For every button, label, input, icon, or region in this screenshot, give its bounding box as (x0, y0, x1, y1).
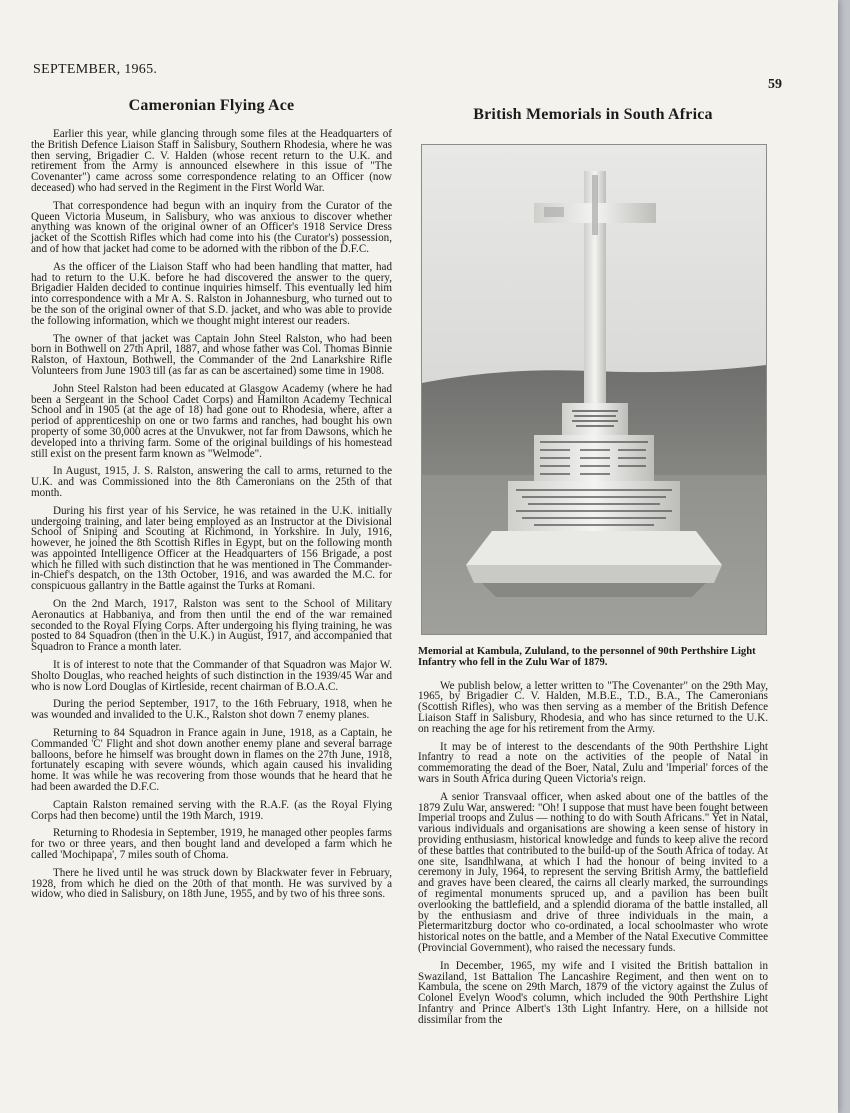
photo-caption: Memorial at Kambula, Zululand, to the personnel of 90th Perthshire Light Infantry who fell in the Zulu War of 1879. (418, 646, 756, 668)
paragraph: We publish below, a letter written to "The Covenanter" on the 29th May, 1965, by Brigadier C. V. Halden, M.B.E., T.D., B.A., The Cameronians (Scottish Rifles), who was then serving as a member of the British Defence Liaison Staff in Salisbury, Rhodesia, and who has since returned to the U.K. on reaching the age for his retirement from the Army. (418, 679, 768, 735)
paragraph: During his first year of his Service, he was retained in the U.K. initially undergoing training, and later being employed as an Instructor at the Divisional School of Sniping and Scouting at Richmond, in Yorkshire. In July, 1916, however, he joined the 8th Scottish Rifles in Egypt, but on the following month was appointed Intelligence Officer at the Headquarters of 156 Brigade, a post which he filled with such distinction that he was mentioned in The Commander-in-Chief's despatch, on the 13th October, 1916, and was awarded the M.C. for conspicuous gallantry in the Battle against the Turks at Romani. (31, 504, 392, 593)
paragraph: It is of interest to note that the Commander of that Squadron was Major W. Sholto Douglas, who reached heights of such distinction in the 1939/45 War and who is now Lord Douglas of Kirtleside, recent chairman of B.O.A.C. (31, 659, 392, 693)
page-number: 59 (768, 77, 782, 92)
paragraph: Returning to 84 Squadron in France again in June, 1918, as a Captain, he Commanded 'C' Flight and shot down another enemy plane and several barrage balloons, before he himself was brought down in flames on the 27th June, 1918, fortunately escaping with severe wounds, which again caused his invaliding home. It was while he was recovering from those wounds that he heard that he had been awarded the D.F.C. (31, 727, 392, 794)
paragraph: In August, 1915, J. S. Ralston, answering the call to arms, returned to the U.K. and was Commissioned into the 8th Cameronians on the 25th of that month. (31, 465, 392, 499)
paragraph: Earlier this year, while glancing through some files at the Headquarters of the British Defence Liaison Staff in Salisbury, Southern Rhodesia, where he was then serving, Brigadier C. V. Halden (whose recent return to the U.K. and retirement from the Army is announced elsewhere in this issue of "The Covenanter") came across some correspondence relating to an Officer (now deceased) who had served in the Regiment in the First World War. (31, 128, 392, 194)
issue-date: SEPTEMBER, 1965. (33, 62, 158, 77)
paragraph: The owner of that jacket was Captain John Steel Ralston, who had been born in Bothwell on 27th April, 1887, and whose father was Col. Thomas Binnie Ralston, of Haxtoun, Bothwell, the Commander of the 2nd Lanarkshire Rifle Volunteers from June 1903 till (as far as can be ascertained) some time in 1908. (31, 332, 392, 377)
article-title-memorials: British Memorials in South Africa (473, 106, 713, 123)
paragraph: Returning to Rhodesia in September, 1919, he managed other peoples farms for two or three years, and then bought land and developed a farm which he called 'Mochipapa', 7 miles south of Choma. (31, 827, 392, 862)
paragraph: It may be of interest to the descendants of the 90th Perthshire Light Infantry to read a note on the activities of the people of Natal in commemorating the dead of the Boer, Natal, Zulu and 'Imperial' forces of the wars in South Africa during Queen Victoria's reign. (418, 740, 768, 785)
paragraph: In December, 1965, my wife and I visited the British battalion in Swaziland, 1st Battalion The Lancashire Regiment, and then went on to Kambula, the scene on 29th March, 1879 of the victory against the Zulus of Colonel Evelyn Wood's column, which included the 90th Perthshire Light Infantry and Prince Albert's 13th Light Infantry. Here, on a hillside not dissimilar from the (418, 959, 768, 1026)
paragraph: There he lived until he was struck down by Blackwater fever in February, 1928, from which he died on the 20th of that month. He was survived by a widow, who died in Salisbury, on 18th June, 1955, and by two of his three sons. (31, 866, 392, 901)
paragraph: A senior Transvaal officer, when asked about one of the battles of the 1879 Zulu War, answered: "Oh! I suppose that must have been fought between Imperial troops and Zulus — nothing to do with South Africans." Yet in Natal, various individuals and organisations are showing a keen sense of history in providing enthusiasm, historical knowledge and funds to keep alive the record of these battles that contributed to the build-up of the South Africa of today. At one site, Isandhlwana, at which I had the honour of being invited to a ceremony in July, 1964, to represent the serving British Army, the battlefield and graves have been cleared, the cairns all clearly marked, the surroundings of regimental monuments spruced up, and a pavilion has been built overlooking the battlefield, and a splendid diorama of the battle installed, all by the enthusiasm and drive of three individuals in the main, a Pietermaritzburg doctor who co-ordinated, a local schoolmaster who wrote historical notes on the battle, and a Member of the Natal Executive Committee (Provincial Government), who raised the necessary funds. (418, 790, 768, 954)
right-column (418, 100, 768, 1033)
paragraph: That correspondence had begun with an inquiry from the Curator of the Queen Victoria Museum, in Salisbury, who was anxious to discover whether anything was known of the original owner of an Officer's 1918 Service Dress jacket of the Scottish Rifles which had come into his (the Curator's) possession, and of how that jacket had come to be adorned with the ribbon of the D.F.C. (31, 199, 392, 255)
paragraph: John Steel Ralston had been educated at Glasgow Academy (where he had been a Sergeant in the School Cadet Corps) and Hamilton Academy Technical School and in 1905 (at the age of 18) had gone out to Rhodesia, where, after a period of apprenticeship on one or two farms and ranches, had bought his own property of some 30,000 acres at the Unvukwer, not far from Dawsons, which he developed into a thriving farm. Some of the original buildings of his homestead still exist on the present farm known as "Welmode". (31, 382, 392, 460)
article-title-cameronian: Cameronian Flying Ace (128, 97, 295, 114)
left-column (31, 92, 392, 907)
paragraph: As the officer of the Liaison Staff who had been handling that matter, had had to return to the U.K. before he had discovered the answer to the query, Brigadier Halden decided to continue inquiries himself. This eventually led him into correspondence with a Mr A. S. Ralston in Johannesburg, who turned out to be the son of the original owner of that S.D. jacket, and who was able to provide the following information, which we thought might interest our readers. (31, 260, 392, 327)
paragraph: On the 2nd March, 1917, Ralston was sent to the School of Military Aeronautics at Habbaniya, and from then until the end of the war remained seconded to the Royal Flying Corps. After undergoing his flying training, he was posted to 84 Squadron (then in the U.K.) in August, 1917, and accompanied that Squadron to France a month later. (31, 598, 392, 654)
memorial-photo (421, 144, 767, 635)
paragraph: During the period September, 1917, to the 16th February, 1918, when he was wounded and invalided to the U.K., Ralston shot down 7 enemy planes. (31, 698, 392, 722)
paragraph: Captain Ralston remained serving with the R.A.F. (as the Royal Flying Corps had then become) until the 19th March, 1919. (31, 798, 392, 822)
memorial-photo-illustration (422, 145, 766, 634)
